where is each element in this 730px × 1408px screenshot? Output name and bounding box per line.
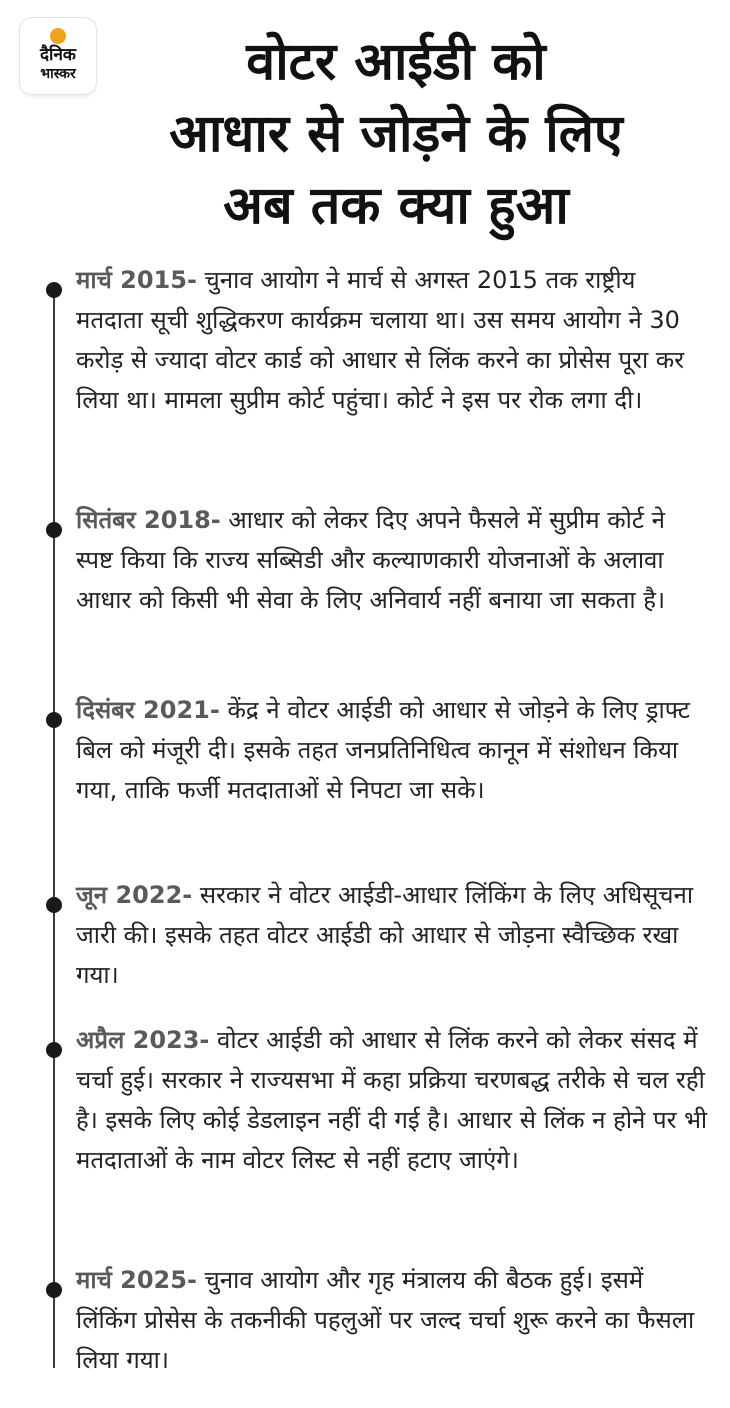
timeline-date: सितंबर 2018- <box>76 506 221 534</box>
timeline-dot-icon <box>46 712 62 728</box>
timeline-date: अप्रैल 2023- <box>76 1026 210 1054</box>
timeline-entry-text <box>76 1260 708 1380</box>
timeline-description: सरकार ने वोटर आईडी-आधार लिंकिंग के लिए अधिसूचना जारी की। इसके तहत वोटर आईडी को आधार से जोड़ना स्वैच्छिक रखा गया। <box>76 881 694 989</box>
timeline-dot-icon <box>46 1282 62 1298</box>
logo-text-line1: दैनिक <box>40 45 76 65</box>
timeline-rail <box>53 288 55 1368</box>
timeline <box>0 260 730 1400</box>
headline <box>96 26 696 242</box>
timeline-date: मार्च 2015- <box>76 266 197 294</box>
timeline-date: दिसंबर 2021- <box>76 696 220 724</box>
timeline-dot-icon <box>46 522 62 538</box>
logo-sun-icon <box>50 28 66 44</box>
headline-line-2: आधार से जोड़ने के लिए <box>169 104 623 164</box>
timeline-dot-icon <box>46 1042 62 1058</box>
timeline-description: केंद्र ने वोटर आईडी को आधार से जोड़ने के लिए ड्राफ्ट बिल को मंजूरी दी। इसके तहत जनप्रतिनिधित्व कानून में संशोधन किया गया, ताकि फर्जी मतदाताओं से निपटा जा सके। <box>76 696 690 804</box>
logo-text-line2: भास्कर <box>40 66 76 82</box>
timeline-dot-icon <box>46 282 62 298</box>
timeline-description: वोटर आईडी को आधार से लिंक करने को लेकर संसद में चर्चा हुई। सरकार ने राज्यसभा में कहा प्रक्रिया चरणबद्ध तरीके से चल रही है। इसके लिए कोई डेडलाइन नहीं दी गई है। आधार से लिंक न होने पर भी मतदाताओं के नाम वोटर लिस्ट से नहीं हटाए जाएंगे। <box>76 1026 708 1174</box>
timeline-description: चुनाव आयोग ने मार्च से अगस्त 2015 तक राष्ट्रीय मतदाता सूची शुद्धिकरण कार्यक्रम चलाया था। उस समय आयोग ने 30 करोड़ से ज्यादा वोटर कार्ड को आधार से लिंक करने का प्रोसेस पूरा कर लिया था। मामला सुप्रीम कोर्ट पहुंचा। कोर्ट ने इस पर रोक लगा दी। <box>76 266 685 414</box>
timeline-entry-text <box>76 875 708 995</box>
headline-line-3: अब तक क्या हुआ <box>223 176 569 236</box>
timeline-entry-text <box>76 500 708 620</box>
timeline-date: मार्च 2025- <box>76 1266 197 1294</box>
headline-line-1: वोटर आईडी को <box>246 32 546 92</box>
timeline-description: आधार को लेकर दिए अपने फैसले में सुप्रीम कोर्ट ने स्पष्ट किया कि राज्य सब्सिडी और कल्याणकारी योजनाओं के अलावा आधार को किसी भी सेवा के लिए अनिवार्य नहीं बनाया जा सकता है। <box>76 506 666 614</box>
timeline-entry-text <box>76 1020 708 1180</box>
timeline-entry-text <box>76 260 708 420</box>
timeline-description: चुनाव आयोग और गृह मंत्रालय की बैठक हुई। इसमें लिंकिंग प्रोसेस के तकनीकी पहलुओं पर जल्द चर्चा शुरू करने का फैसला लिया गया। <box>76 1266 695 1374</box>
dainik-bhaskar-logo <box>20 18 96 94</box>
timeline-entry-text <box>76 690 708 810</box>
timeline-date: जून 2022- <box>76 881 193 909</box>
timeline-dot-icon <box>46 897 62 913</box>
